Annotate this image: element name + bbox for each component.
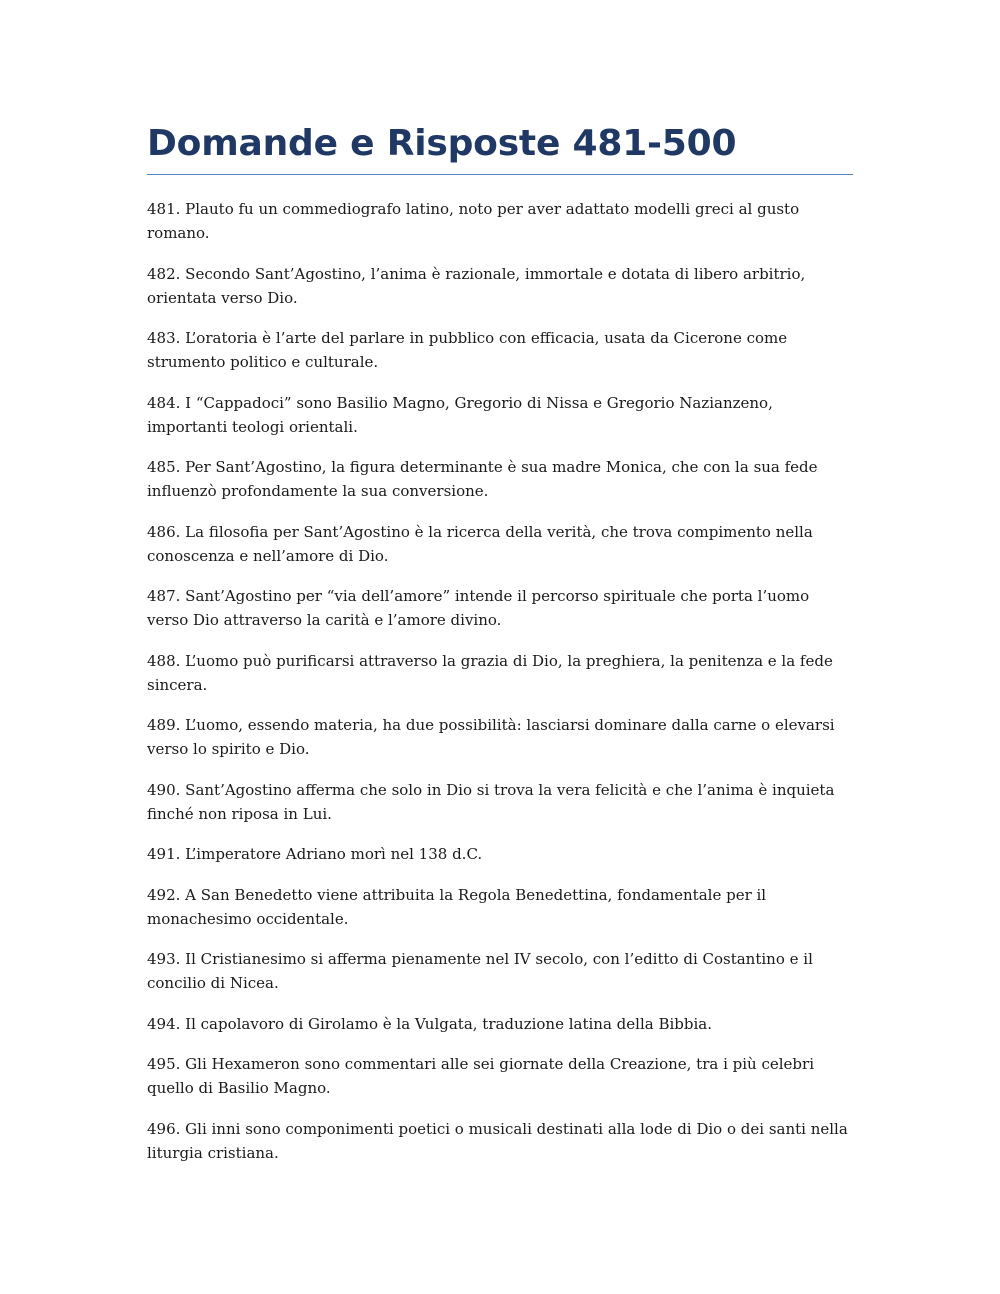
qa-item-483: 483. L’oratoria è l’arte del parlare in pubblico con efficacia, usata da Cicerone come strumento politico e culturale. (147, 329, 788, 371)
qa-item-484: 484. I “Cappadoci” sono Basilio Magno, Gregorio di Nissa e Gregorio Nazianzeno, importanti teologi orientali. (147, 393, 773, 436)
qa-item-486: 486. La filosofia per Sant’Agostino è la ricerca della verità, che trova compimento nella conoscenza e nell’amore di Dio. (147, 522, 813, 565)
qa-item-495: 495. Gli Hexameron sono commentari alle sei giornate della Creazione, tra i più celebri quello di Basilio Magno. (147, 1055, 814, 1097)
qa-item-493: 493. Il Cristianesimo si afferma pienamente nel IV secolo, con l’editto di Costantino e il concilio di Nicea. (147, 950, 813, 992)
qa-item-487: 487. Sant’Agostino per “via dell’amore” intende il percorso spirituale che porta l’uomo verso Dio attraverso la carità e l’amore divino. (147, 587, 810, 629)
title-underline-divider (147, 174, 853, 175)
qa-item-496: 496. Gli inni sono componimenti poetici o musicali destinati alla lode di Dio o dei santi nella liturgia cristiana. (147, 1119, 848, 1162)
qa-item-491: 491. L’imperatore Adriano morì nel 138 d.C. (147, 845, 483, 863)
qa-item-485: 485. Per Sant’Agostino, la figura determinante è sua madre Monica, che con la sua fede influenzò profondamente la sua conversione. (147, 458, 818, 500)
qa-list (147, 197, 853, 1165)
qa-item-492: 492. A San Benedetto viene attribuita la Regola Benedettina, fondamentale per il monachesimo occidentale. (147, 885, 767, 928)
document-title: Domande e Risposte 481-500 (147, 123, 737, 164)
qa-item-481: 481. Plauto fu un commediografo latino, noto per aver adattato modelli greci al gusto romano. (147, 200, 800, 242)
qa-item-489: 489. L’uomo, essendo materia, ha due possibilità: lasciarsi dominare dalla carne o elevarsi verso lo spirito e Dio. (147, 716, 835, 758)
qa-item-482: 482. Secondo Sant’Agostino, l’anima è razionale, immortale e dotata di libero arbitrio, orientata verso Dio. (147, 264, 806, 307)
qa-item-490: 490. Sant’Agostino afferma che solo in Dio si trova la vera felicità e che l’anima è inquieta finché non riposa in Lui. (147, 780, 835, 823)
qa-item-488: 488. L’uomo può purificarsi attraverso la grazia di Dio, la preghiera, la penitenza e la fede sincera. (147, 651, 833, 694)
qa-item-494: 494. Il capolavoro di Girolamo è la Vulgata, traduzione latina della Bibbia. (147, 1014, 712, 1033)
document-body (147, 118, 853, 1181)
